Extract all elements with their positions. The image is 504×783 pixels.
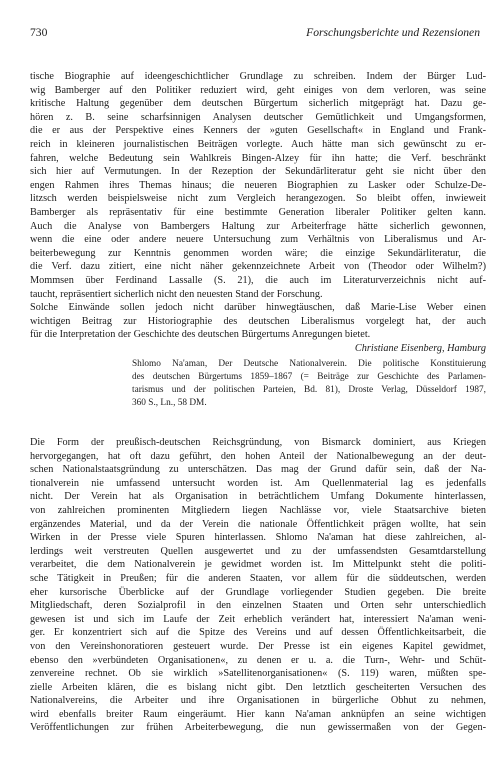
text-line: Solche Einwände sollen jedoch nicht darüber hinwegtäuschen, daß Marie-Lise Weber einen <box>30 302 486 314</box>
text-line: sich hier auf Vermutungen. In der Rezeption der Sekundärliteratur geht sie nicht über den <box>30 166 486 178</box>
text-line: beiterbewegung zur Kenntnis genommen worden wäre; die einzige Sekundärliteratur, die <box>30 247 486 259</box>
text-line: kritische Haltung gegenüber dem deutschen Bürgertum sicherlich mitgeprägt hat. Dazu ge- <box>30 98 486 110</box>
text-line: wichtigen Beitrag zur Historiographie des deutschen Liberalismus vorgelegt hat, der auch <box>30 315 486 327</box>
review-bibliographic-heading <box>132 358 486 410</box>
running-title: Forschungsberichte und Rezensionen <box>306 26 480 39</box>
text-line: Mitgliedschaft, deren Sozialprofil in den einzelnen Staaten und Orten sehr unterschiedlich <box>30 600 486 612</box>
text-line: die Verf. dazu zitiert, eine nicht näher gekennzeichnete Arbeit von (Theodor oder Wilhelm?) <box>30 261 486 273</box>
text-line: tische Biographie auf ideengeschichtlicher Grundlage zu schreiben. Indem der Bürger Lud- <box>30 71 486 82</box>
text-line: litzsch werden beispielsweise nicht zum Vergleich herangezogen. So bleibt offen, inwieweit <box>30 193 486 205</box>
text-line: engen Rahmen ihres Themas hinaus; die neueren Biographien zu Lasker oder Schulze-De- <box>30 179 486 191</box>
review-continuation <box>30 70 486 355</box>
text-line: eher kursorische Überblicke auf der Grundlage vorliegender Studien gegeben. Die breite <box>30 586 486 598</box>
text-line: zenvereine rechnet. Ob sie wirklich »Satellitenorganisationen« (S. 119) waren, müßten spe- <box>30 668 486 680</box>
text-line: wird ebenfalls breiter Raum eingeräumt. Hier kann Na'aman anknüpfen an seine wichtigen <box>30 708 486 720</box>
text-line: ebenso den »verbündeten Organisationen«, zu denen er u. a. die Turn-, Wehr- und Schüt- <box>30 654 486 666</box>
text-line: für die Interpretation der Geschichte des deutschen Bürgertums Anregungen bietet. <box>30 329 371 341</box>
text-line: ger. Er konzentriert sich auf die Spitze des Vereins und auf dessen Öffentlichkeitsarbeit, die <box>30 627 486 639</box>
text-line: des deutschen Bürgertums 1859–1867 (= Beiträge zur Geschichte des Parlamen- <box>132 372 486 382</box>
text-line: Shlomo Na'aman, Der Deutsche Nationalverein. Die politische Konstituierung <box>132 359 486 369</box>
text-line: hören z. B. seine scharfsinnigen Analysen deutscher Gemütlichkeit und Umgangsformen, <box>30 111 486 123</box>
author-signature: Christiane Eisenberg, Hamburg <box>354 342 486 354</box>
text-line: wenn die eine oder andere neuere Untersuchung zum Verhältnis von Liberalismus und Ar- <box>30 234 486 246</box>
text-line: hervorgegangen, hat oft dazu geführt, den hohen Anteil der Nationalbewegung an der deut- <box>30 450 486 462</box>
text-line: verarbeitet, die dem Nationalverein je gewidmet worden ist. Im Mittelpunkt steht die politi- <box>30 559 486 571</box>
text-line: von zahlreichen prominenten Mitgliedern liegen Nachlässe vor, viele Staatsarchive bieten <box>30 504 486 516</box>
text-line: schen Nationalstaatsgründung zu unterschätzen. Das mag der Grund dafür sein, daß der Na- <box>30 464 486 476</box>
text-line: Bamberger als repräsentativ für eine bestimmte Generation liberaler Politiker gelten kann. <box>30 206 486 218</box>
text-line: lerdings weit verstreuten Quellen ausgewertet und zu der umfassendsten Gesamtdarstellung <box>30 545 486 557</box>
text-line: tionalverein nie umfassend untersucht worden ist. Am Quellenmaterial lag es jedenfalls <box>30 477 486 489</box>
text-line: Nationalvereins, die Arbeiter und ihre Organisationen in bürgerliche Obhut zu nehmen, <box>30 695 486 707</box>
text-line: Mommsen über Ferdinand Lassalle (S. 21), die auch im Literaturverzeichnis nicht auf- <box>30 274 486 286</box>
text-line: reich in kleineren journalistischen Beiträgen vorlegte. Auch hätte man sich gewünscht zu er- <box>30 138 486 150</box>
text-line: Die Form der preußisch-deutschen Reichsgründung, von Bismarck dominiert, aus Kriegen <box>30 437 486 448</box>
text-line: taucht, repräsentiert sicherlich nicht den neuesten Stand der Forschung. <box>30 288 323 300</box>
page-number: 730 <box>30 26 48 39</box>
text-line: wig Bamberger auf den Politiker reduziert wird, geht einiges von dem verloren, was seine <box>30 84 486 96</box>
page-header <box>30 26 480 44</box>
text-line: 360 S., Ln., 58 DM. <box>132 398 207 408</box>
text-line: fahren, welche Bedeutung sein Wahlkreis Bingen-Alzey für ihn hatte; die Verf. beschränkt <box>30 152 486 164</box>
text-line: gewesen ist und sich im Laufe der Zeit erheblich verändert hat, interessiert Na'aman weni- <box>30 613 486 625</box>
text-line: Veröffentlichungen zur frühen Arbeiterbewegung, die nun gewissermaßen von der Gegen- <box>30 722 486 734</box>
text-line: sche Tätigkeit in Preußen; für die anderen Staaten, vor allem für die süddeutschen, werden <box>30 572 486 584</box>
text-line: zielle Arbeiten klären, die es bislang nicht gibt. Den letztlich gescheiterten Versuchen des <box>30 681 486 693</box>
text-line: von den Vereinshonoratioren gesteuert wurde. Der Presse ist ein eigenes Kapitel gewidmet, <box>30 640 486 652</box>
text-line: ergänzendes Material, und da der Verein die nationale Öffentlichkeit prägen wollte, hat sein <box>30 518 486 530</box>
text-line: die er aus der Perspektive eines Kenners der »guten Gesellschaft« in England und Frank- <box>30 125 486 137</box>
text-line: Auch die Analyse von Bambergers Haltung zur Arbeiterfrage hätte sicherlich gewonnen, <box>30 220 486 232</box>
review-body <box>30 436 486 735</box>
text-line: nicht. Der Verein hat als Organisation in beträchtlichem Umfang Dokumente hinterlassen, <box>30 491 486 503</box>
text-line: tarismus und der politischen Parteien, Bd. 81), Droste Verlag, Düsseldorf 1987, <box>132 385 486 395</box>
text-line: Wirken in der Presse viele Spuren hinterlassen. Shlomo Na'aman hat diese zahlreichen, al- <box>30 532 486 544</box>
